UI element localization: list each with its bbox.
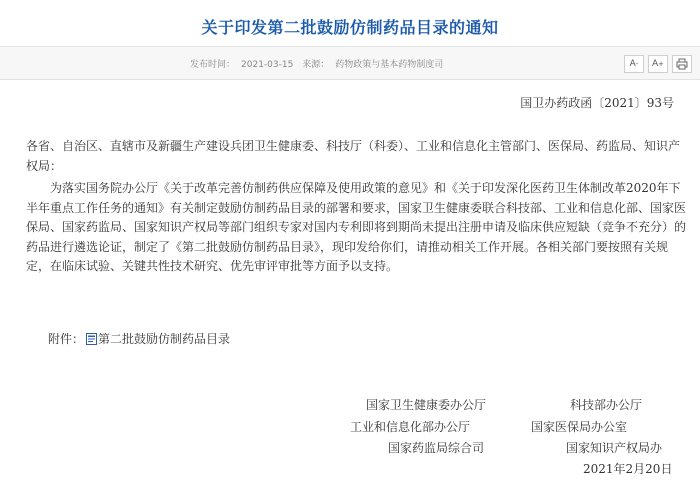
page-title: 关于印发第二批鼓励仿制药品目录的通知 <box>201 18 499 37</box>
font-larger-label: A <box>651 59 659 69</box>
article-meta-bar <box>0 46 700 80</box>
signature-ip-administration: 国家知识产权局办 <box>566 441 663 455</box>
attachment-label: 附件： <box>48 332 85 346</box>
attachment <box>48 330 230 347</box>
font-larger-button[interactable]: A + <box>648 55 668 73</box>
font-smaller-label: A <box>629 59 636 69</box>
signature-health-commission: 国家卫生健康委办公厅 <box>366 398 487 412</box>
printer-icon <box>676 58 688 70</box>
salutation: 各省、自治区、直辖市及新疆生产建设兵团卫生健康委、科技厅（科委）、工业和信息化主管部门、医保局、药监局、知识产权局： <box>26 139 681 173</box>
article-meta <box>190 57 449 70</box>
article-tools <box>624 55 692 73</box>
publish-label: 发布时间： <box>190 60 236 70</box>
print-button[interactable] <box>672 55 692 73</box>
attachment-link[interactable]: 第二批鼓励仿制药品目录 <box>98 332 231 346</box>
signature-industry-ministry: 工业和信息化部办公厅 <box>350 420 471 434</box>
signature-date: 2021年2月20日 <box>583 462 673 476</box>
signature-drug-administration: 国家药监局综合司 <box>388 441 485 455</box>
document-number: 国卫办药政函〔2021〕93号 <box>520 96 674 110</box>
signature-science-ministry: 科技部办公厅 <box>570 398 643 412</box>
source-label: 来源： <box>302 60 330 70</box>
publish-date: 2021-03-15 <box>241 60 294 70</box>
signature-healthcare-security: 国家医保局办公室 <box>531 420 628 434</box>
body-paragraph: 为落实国务院办公厅《关于改革完善仿制药供应保障及使用政策的意见》和《关于印发深化医药卫生体制改革2020年下半年重点工作任务的通知》有关制定鼓励仿制药品目录的部署和要求，国家卫生健康委联合科技部、工业和信息化部、国家医保局、国家药监局、国家知识产权局等部门组织专家对国内专利即将到期尚未提出注册申请及临床供应短缺（竞争不充分）的药品进行遴选论证，制定了《第二批鼓励仿制药品目录》，现印发给你们，请推动相关工作开展。各相关部门要按照有关规定，在临床试验、关键共性技术研究、优先审评审批等方面予以支持。 <box>26 181 687 273</box>
source-name: 药物政策与基本药物制度司 <box>335 60 444 70</box>
document-icon <box>86 333 97 345</box>
font-smaller-button[interactable]: A - <box>624 55 644 73</box>
